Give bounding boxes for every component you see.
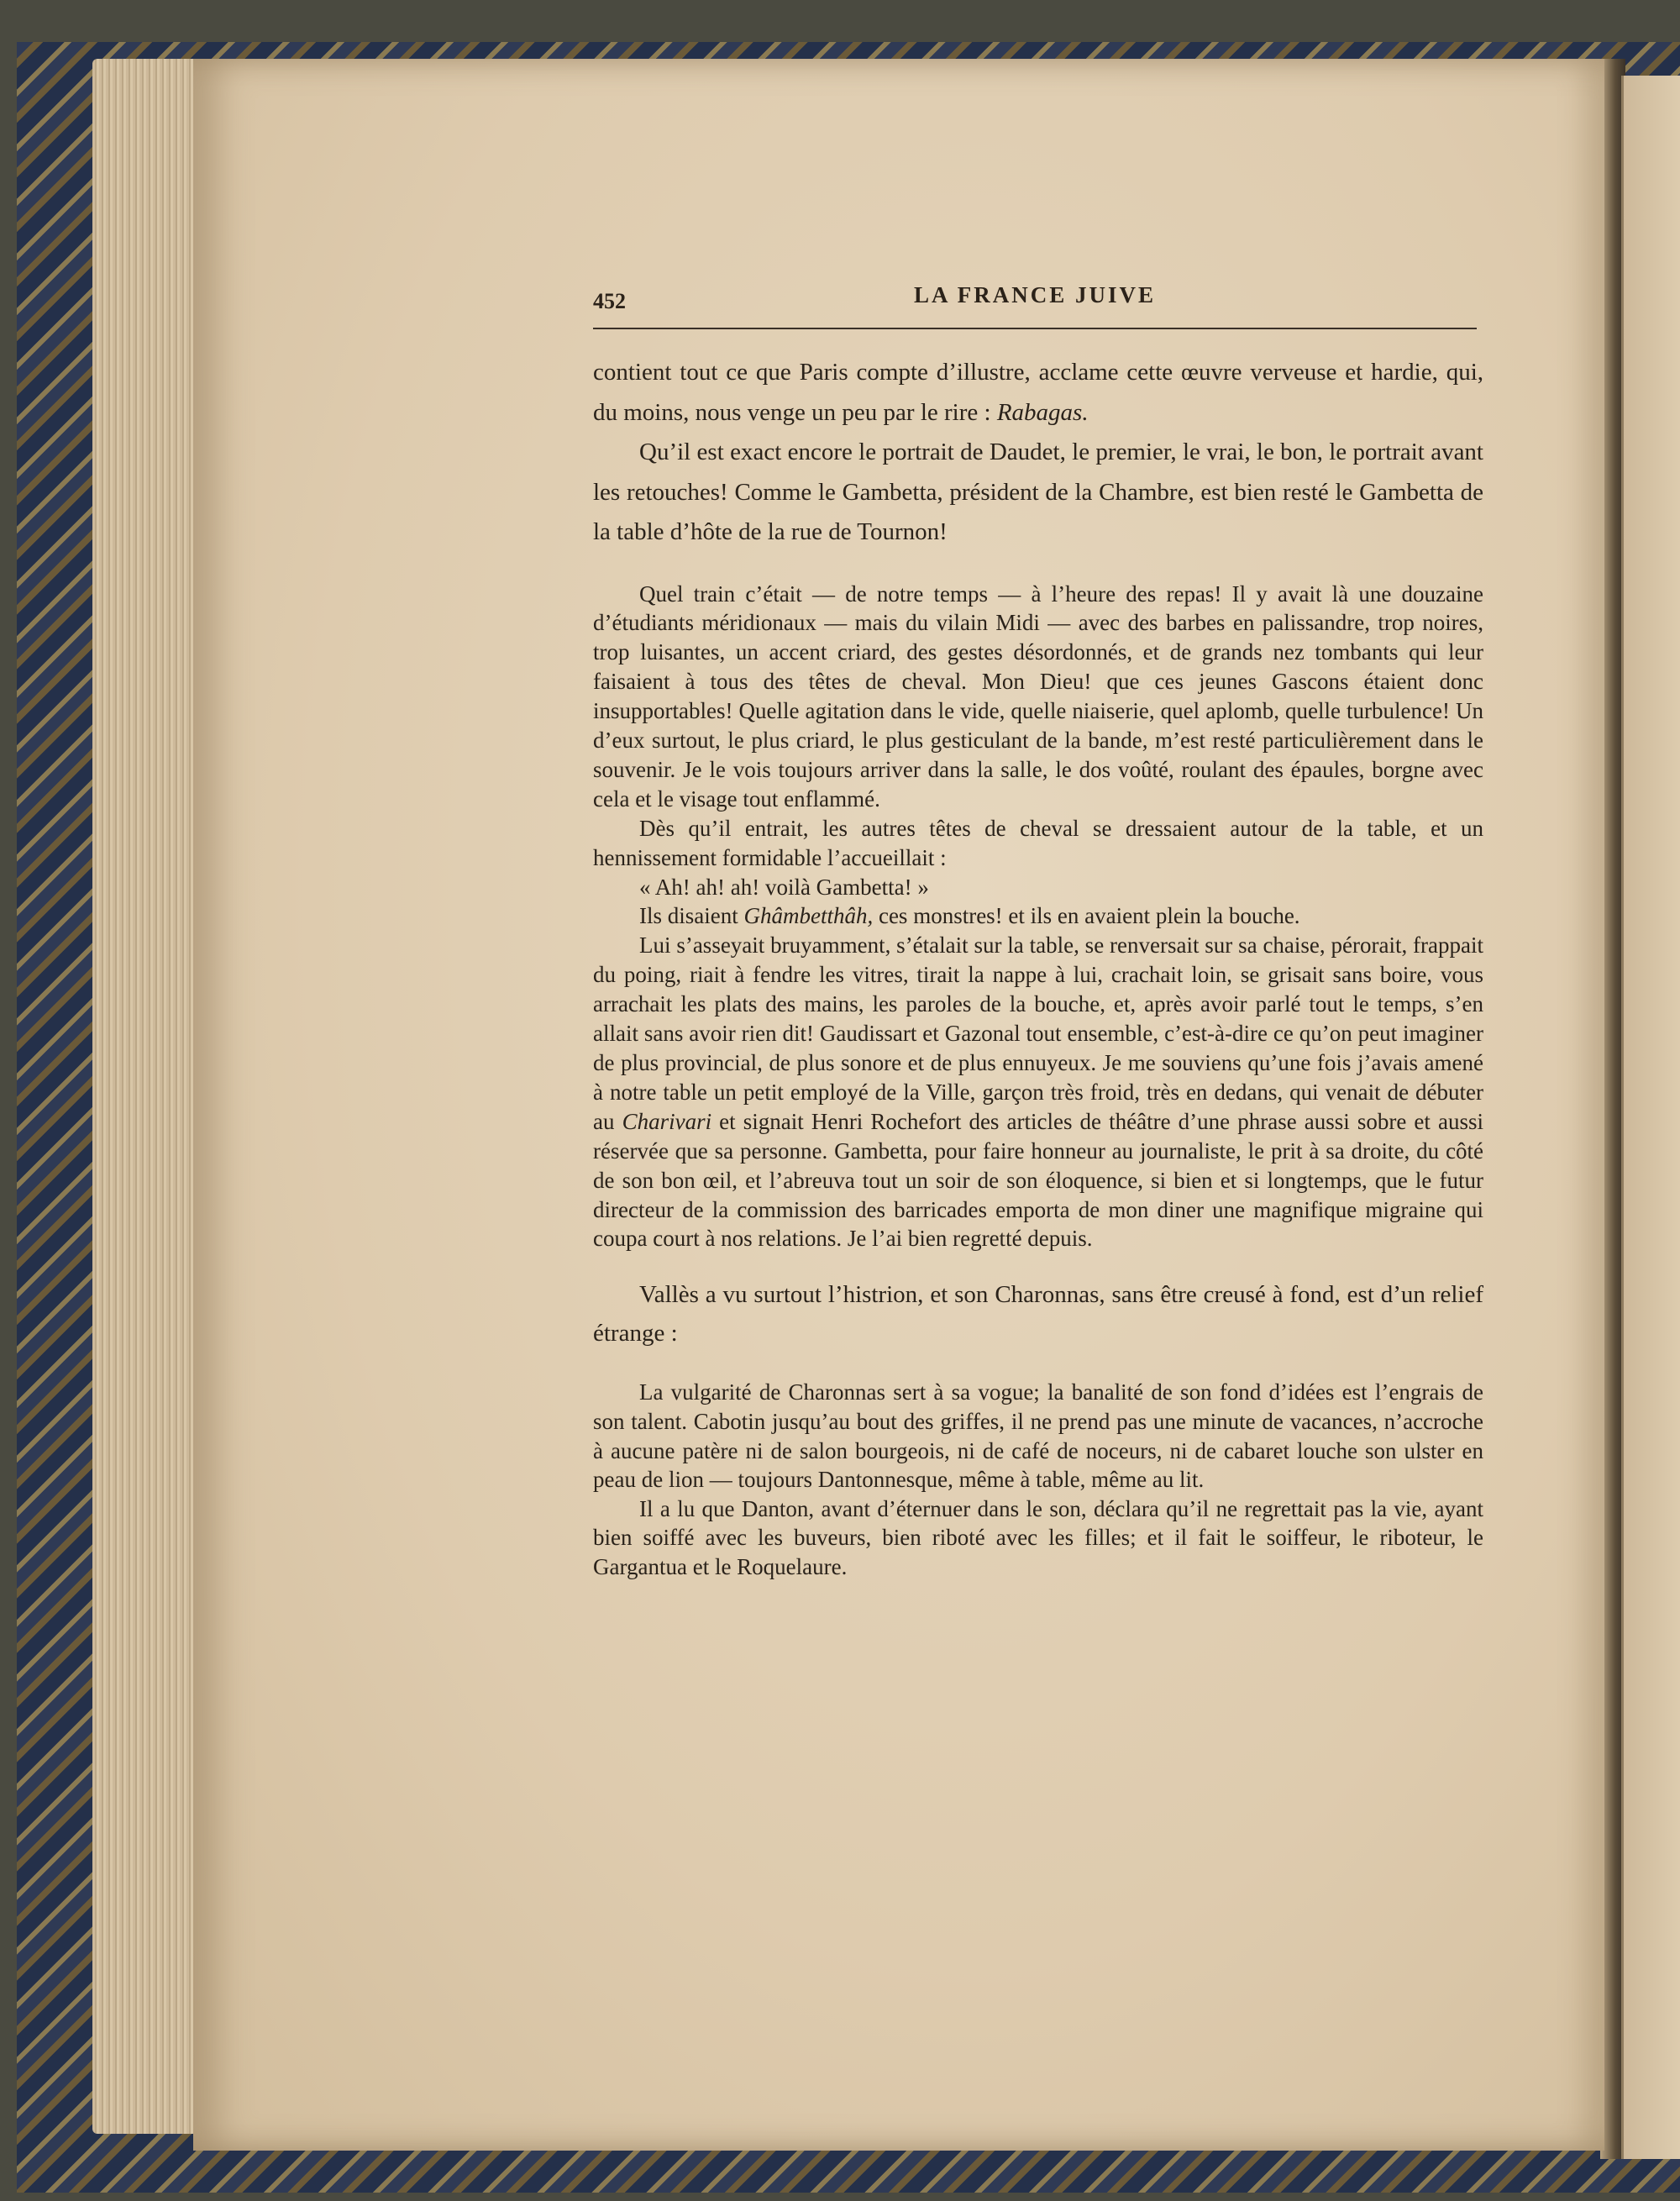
italic-title: Charivari [622,1108,712,1134]
facing-page-edge [1621,76,1680,2159]
paragraph [593,353,1483,433]
quote-text: et signait Henri Rochefort des articles de théâtre d’une phrase aussi sobre et aussi réservée que sa personne. Gambetta, pour faire honneur au journaliste, le prit à sa droite, du côté de son bon œil, et l’abreuva tout un soir de son éloquence, si bien et si longtemps, que le futur directeur de la commission des barricades emporta de mon diner une magnifique migraine qui coupa court à nos relations. Je l’ai bien regretté depuis. [593,1108,1484,1252]
italic-name: Ghâmbetthâh, [743,903,874,929]
quote-text: ces monstres! et ils en avaient plein la bouche. [873,903,1300,929]
page-header [593,277,1477,319]
quote-paragraph [593,931,1483,1253]
block-quote-gambetta [593,580,1483,1254]
section-valles [593,1275,1483,1353]
paragraph: Vallès a vu surtout l’histrion, et son Charonnas, sans être creusé à fond, est d’un relief étrange : [593,1281,1483,1347]
page-body [593,353,1483,1582]
quote-paragraph: Il a lu que Danton, avant d’éternuer dans le son, déclara qu’il ne regrettait pas la vie, ayant bien soiffé avec les buveurs, bien riboté avec les filles; et il fait le soiffeur, le riboteur, le Gargantua et le Roquelaure. [593,1495,1483,1579]
italic-title: Rabagas. [996,398,1089,426]
quote-paragraph: Dès qu’il entrait, les autres têtes de cheval se dressaient autour de la table, et un hennissement formidable l’accueillait : [593,815,1483,870]
running-title: LA FRANCE JUIVE [913,282,1157,307]
section-intro [593,353,1483,553]
quote-paragraph: La vulgarité de Charonnas sert à sa vogue; la banalité de son fond d’idées est l’engrais de son talent. Cabotin jusqu’au bout des griffes, il ne prend pas une minute de vacances, n’accroche à aucune patère ni de salon bourgeois, ni de café de noceurs, ni de cabaret louche son ulster en peau de lion — toujours Dantonnesque, même à table, même au lit. [593,1379,1483,1493]
header-rule [593,328,1477,329]
quote-paragraph: « Ah! ah! ah! voilà Gambetta! » [639,874,929,900]
paragraph-text: contient tout ce que Paris compte d’illustre, acclame cette œuvre verveuse et hardie, qui, du moins, nous venge un peu par le rire : [593,359,1483,426]
paragraph: Qu’il est exact encore le portrait de Daudet, le premier, le vrai, le bon, le portrait avant les retouches! Comme le Gambetta, président de la Chambre, est bien resté le Gambetta de la table d’hôte de la rue de Tournon! [593,439,1483,545]
page-block-edge [92,59,202,2134]
quote-text: Ils disaient [639,903,744,929]
page-number: 452 [593,289,626,313]
quote-text: Lui s’asseyait bruyamment, s’étalait sur la table, se renversait sur sa chaise, pérorait, frappait du poing, riait à fendre les vitres, tirait la nappe à lui, crachait loin, se grisait sans boire, vous arrachait les plats des mains, les paroles de la bouche, et, après avoir parlé tout le temps, s’en allait sans avoir rien dit! Gaudissart et Gazonal tout ensemble, c’est-à-dire ce qu’on peut imaginer de plus provincial, de plus sonore et de plus ennuyeux. Je me souviens qu’une fois j’avais amené à notre table un petit employé de la Ville, garçon très froid, très en dedans, qui venait de débuter au [593,932,1483,1134]
quote-paragraph [593,901,1483,931]
quote-paragraph: Quel train c’était — de notre temps — à l’heure des repas! Il y avait là une douzaine d’étudiants méridionaux — mais du vilain Midi — avec des barbes en palissandre, trop noires, trop luisantes, un accent criard, des gestes désordonnés, et de grands nez tombants qui leur faisaient à tous des têtes de cheval. Mon Dieu! que ces jeunes Gascons étaient donc insupportables! Quelle agitation dans le vide, quelle niaiserie, quel aplomb, quelle turbulence! Un d’eux surtout, le plus criard, le plus gesticulant de la bande, m’est resté particulièrement dans le souvenir. Je le vois toujours arriver dans la salle, le dos voûté, roulant des épaules, borgne avec cela et le visage tout enflammé. [593,580,1483,812]
block-quote-charonnas [593,1378,1483,1581]
